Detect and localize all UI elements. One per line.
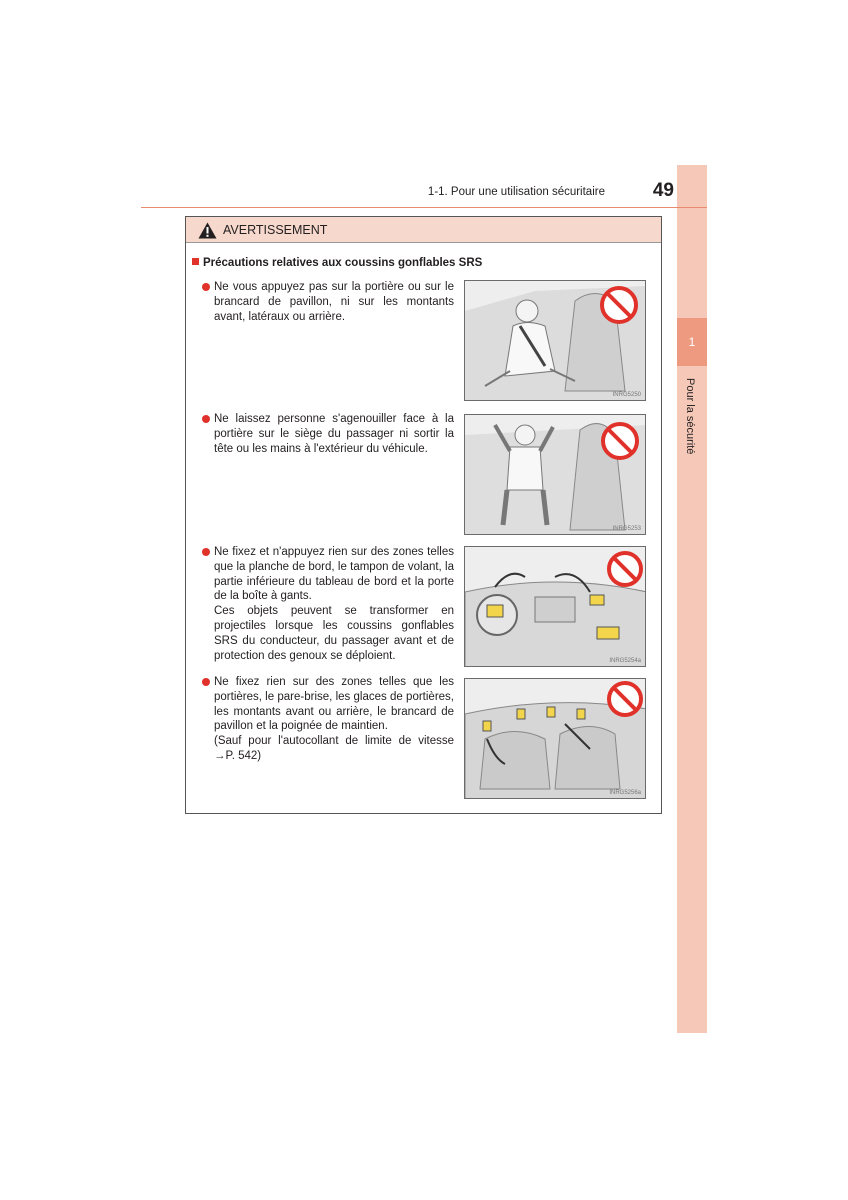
chapter-label: Pour la sécurité: [684, 378, 696, 455]
section-title: 1-1. Pour une utilisation sécuritaire: [427, 186, 605, 198]
warning-item: [202, 280, 454, 324]
item-text: Ne fixez rien sur des zones telles que les portières, le pare-brise, les glaces de portières, les montants avant ou arrière, le brancard de pavillon et la poignée de maintien.: [214, 676, 454, 733]
bullet-icon: [202, 283, 210, 291]
bullet-icon: [202, 678, 210, 686]
item-text-note: Ces objets peuvent se transformer en projectiles lorsque les coussins gonflables SRS du conducteur, du passager avant et de protection des genoux se déploient.: [214, 605, 454, 662]
illustration-dashboard: [464, 546, 646, 667]
item-text-note: (Sauf pour l'autocollant de limite de vitesse →P. 542): [214, 735, 454, 762]
image-code: INRG5250: [612, 392, 641, 398]
warning-item: [202, 675, 454, 764]
warning-header: [186, 217, 661, 243]
illustration-cabin-interior: [464, 678, 646, 799]
warning-triangle-icon: [198, 222, 217, 239]
chapter-number-tab[interactable]: 1: [677, 318, 707, 366]
chapter-side-tab: [677, 165, 707, 1033]
image-code: INRG5256a: [609, 790, 641, 796]
item-text: Ne vous appuyez pas sur la portière ou sur le brancard de pavillon, ni sur les montants avant, latéraux ou arrière.: [214, 281, 454, 323]
warning-box: [185, 216, 662, 814]
heading-square-icon: [192, 258, 199, 265]
section-heading: Précautions relatives aux coussins gonflables SRS: [192, 257, 482, 269]
image-code: INRG5254a: [609, 658, 641, 664]
warning-item: [202, 545, 454, 663]
header-divider: [141, 207, 707, 208]
warning-item: [202, 412, 454, 456]
bullet-icon: [202, 548, 210, 556]
bullet-icon: [202, 415, 210, 423]
item-text: Ne laissez personne s'agenouiller face à la portière sur le siège du passager ni sortir la tête ou les mains à l'extérieur du véhicule.: [214, 413, 454, 455]
illustration-kneeling-passenger: [464, 414, 646, 535]
illustration-leaning-seat: [464, 280, 646, 401]
image-code: INRG5253: [612, 526, 641, 532]
page-number: 49: [652, 180, 674, 201]
item-text: Ne fixez et n'appuyez rien sur des zones telles que la planche de bord, le tampon de volant, la partie inférieure du tableau de bord et la porte de la boîte à gants.: [214, 546, 454, 603]
warning-title: AVERTISSEMENT: [223, 223, 328, 237]
